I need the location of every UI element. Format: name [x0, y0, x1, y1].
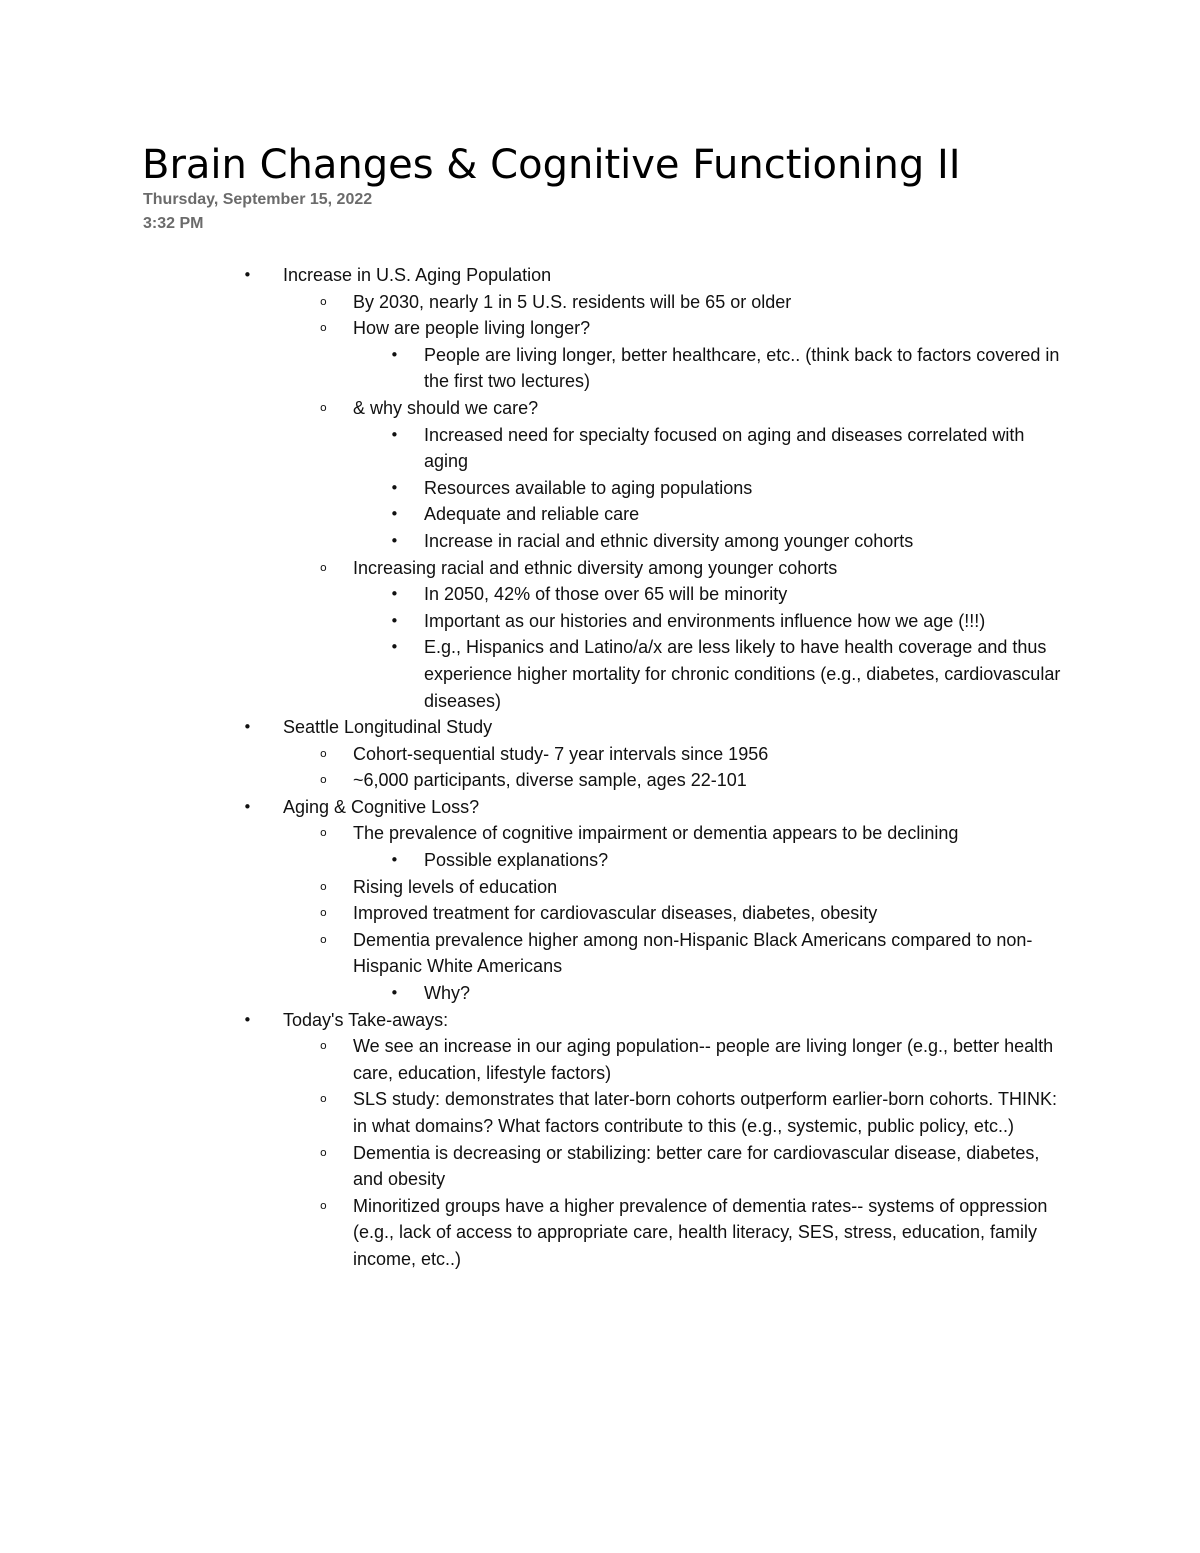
outline-item-level-1 [0, 927, 1073, 980]
circle-bullet-icon: o [320, 1145, 327, 1159]
outline-item-text: The prevalence of cognitive impairment or dementia appears to be declining [353, 823, 959, 844]
disc-bullet-icon: • [243, 266, 252, 284]
disc-bullet-icon: • [390, 531, 399, 550]
outline-item-level-1 [0, 741, 1073, 768]
note-date: Thursday, September 15, 2022 [143, 191, 373, 208]
outline-item-level-0 [0, 262, 1073, 289]
outline-item-text: Increased need for specialty focused on aging and diseases correlated with aging [424, 424, 1025, 472]
circle-bullet-icon: o [320, 1198, 327, 1212]
outline-item-level-2 [0, 847, 1064, 874]
disc-bullet-icon: • [390, 851, 399, 870]
circle-bullet-icon: o [320, 746, 327, 760]
outline-item-text: We see an increase in our aging population-- people are living longer (e.g., better health care, education, lifestyle factors) [353, 1036, 1054, 1083]
outline-item-text: Adequate and reliable care [424, 504, 640, 525]
outline-item-level-2 [0, 422, 1064, 475]
outline-item-level-1 [0, 874, 1073, 901]
outline-item-text: Improved treatment for cardiovascular diseases, diabetes, obesity [353, 903, 878, 924]
outline-item-text: Minoritized groups have a higher prevalence of dementia rates-- systems of oppression (e.g., lack of access to appropriate care, health literacy, SES, stress, education, family income, etc..) [353, 1195, 1048, 1269]
outline-item-level-2 [0, 342, 1064, 395]
outline-item-text: Dementia is decreasing or stabilizing: better care for cardiovascular disease, diabetes, and obesity [353, 1142, 1040, 1190]
outline-item-text: Increase in U.S. Aging Population [283, 265, 552, 285]
circle-bullet-icon: o [320, 1039, 327, 1053]
outline-item-level-1 [0, 767, 1073, 794]
disc-bullet-icon: • [390, 425, 399, 444]
disc-bullet-icon: • [390, 345, 399, 364]
outline-item-level-2 [0, 528, 1064, 555]
outline-item-text: Today's Take-aways: [283, 1009, 449, 1030]
outline-item-level-2 [0, 475, 1064, 502]
outline-item-level-1 [0, 289, 1073, 316]
outline-item-level-2 [0, 608, 1064, 635]
note-time: 3:32 PM [143, 215, 204, 232]
circle-bullet-icon: o [320, 400, 327, 414]
outline-item-text: Increasing racial and ethnic diversity among younger cohorts [353, 557, 838, 578]
outline-item-level-1 [0, 555, 1073, 582]
outline-item-level-1 [0, 820, 1073, 847]
circle-bullet-icon: o [320, 321, 327, 335]
outline-item-text: Seattle Longitudinal Study [283, 717, 493, 738]
outline-item-text: Increase in racial and ethnic diversity among younger cohorts [424, 530, 914, 551]
outline-item-level-0 [0, 794, 1073, 821]
circle-bullet-icon: o [320, 826, 327, 840]
circle-bullet-icon: o [320, 773, 327, 787]
outline-item-text: Aging & Cognitive Loss? [283, 796, 480, 817]
page-title: Brain Changes & Cognitive Functioning II [142, 142, 961, 188]
circle-bullet-icon: o [320, 294, 327, 308]
circle-bullet-icon: o [320, 1092, 327, 1106]
disc-bullet-icon: • [390, 638, 399, 657]
outline-item-text: In 2050, 42% of those over 65 will be minority [424, 584, 788, 605]
outline-item-text: Rising levels of education [353, 876, 558, 897]
outline-item-level-0 [0, 1007, 1073, 1034]
outline-item-text: Why? [424, 983, 471, 1004]
outline-item-level-1 [0, 315, 1073, 342]
outline-item-text: How are people living longer? [353, 318, 591, 339]
outline-item-level-1 [0, 900, 1073, 927]
outline-item-level-2 [0, 980, 1064, 1007]
outline-item-level-2 [0, 634, 1064, 714]
outline-item-level-1 [0, 395, 1073, 422]
circle-bullet-icon: o [320, 879, 327, 893]
disc-bullet-icon: • [243, 718, 252, 737]
outline-item-text: Dementia prevalence higher among non-Hispanic Black Americans compared to non-Hispanic White Americans [353, 929, 1033, 977]
outline-item-level-1 [0, 1193, 1073, 1273]
outline-item-text: E.g., Hispanics and Latino/a/x are less likely to have health coverage and thus experience higher mortality for chronic conditions (e.g., diabetes, cardiovascular diseases) [424, 637, 1061, 711]
outline-item-text: By 2030, nearly 1 in 5 U.S. residents will be 65 or older [353, 291, 792, 312]
circle-bullet-icon: o [320, 932, 327, 946]
outline-item-level-2 [0, 501, 1064, 528]
disc-bullet-icon: • [243, 797, 252, 816]
circle-bullet-icon: o [320, 560, 327, 574]
circle-bullet-icon: o [320, 906, 327, 920]
outline-item-text: Cohort-sequential study- 7 year intervals since 1956 [353, 743, 769, 764]
disc-bullet-icon: • [243, 1010, 252, 1029]
outline-item-text: Possible explanations? [424, 850, 609, 871]
disc-bullet-icon: • [390, 505, 399, 524]
outline-item-text: ~6,000 participants, diverse sample, ages 22-101 [353, 770, 747, 791]
outline-item-level-1 [0, 1086, 1073, 1139]
outline-item-text: SLS study: demonstrates that later-born cohorts outperform earlier-born cohorts. THINK: in what domains? What factors contribute to this (e.g., systemic, public policy, etc..) [353, 1089, 1057, 1136]
outline-item-text: People are living longer, better healthcare, etc.. (think back to factors covered in the first two lectures) [424, 344, 1060, 392]
outline-item-level-1 [0, 1140, 1073, 1193]
outline-item-level-2 [0, 581, 1064, 608]
disc-bullet-icon: • [390, 984, 399, 1003]
disc-bullet-icon: • [390, 585, 399, 604]
outline-item-text: Important as our histories and environments influence how we age (!!!) [424, 610, 986, 631]
bullet-outline [0, 262, 1200, 1273]
outline-item-text: Resources available to aging populations [424, 477, 753, 498]
outline-item-level-0 [0, 714, 1073, 741]
outline-item-text: & why should we care? [353, 397, 539, 418]
disc-bullet-icon: • [390, 611, 399, 630]
disc-bullet-icon: • [390, 478, 399, 497]
outline-item-level-1 [0, 1033, 1073, 1086]
